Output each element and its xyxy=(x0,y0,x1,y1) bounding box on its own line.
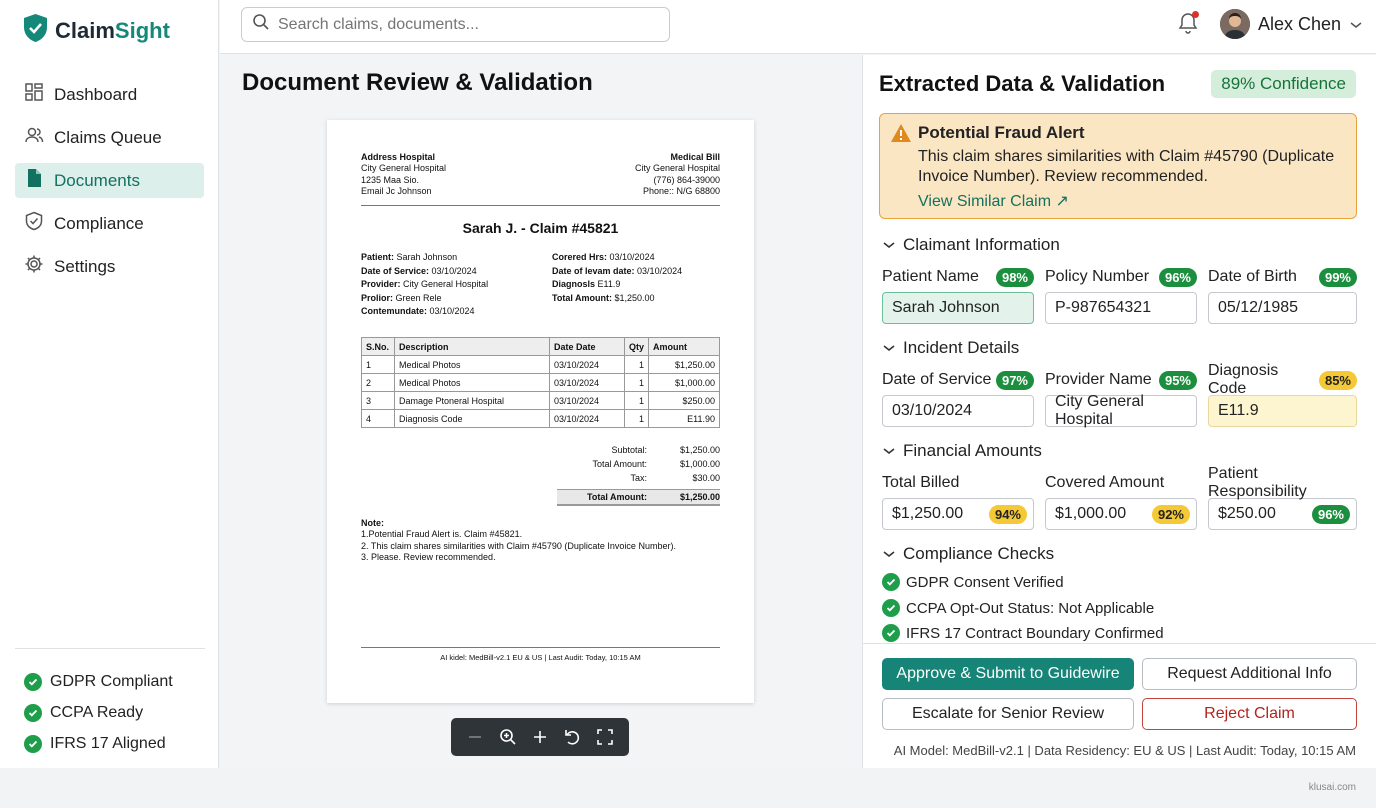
total-value: $30.00 xyxy=(692,473,720,483)
doc-header-line: City General Hospital xyxy=(634,163,720,174)
user-menu[interactable] xyxy=(1220,9,1363,39)
total-label: Total Amount: xyxy=(587,492,647,502)
chevron-down-icon xyxy=(883,544,895,564)
doc-field-value: 03/10/2024 xyxy=(637,265,683,276)
subtotal-row xyxy=(557,443,720,457)
check-circle-icon xyxy=(882,573,900,591)
logo[interactable] xyxy=(22,13,170,48)
table-cell: $1,000.00 xyxy=(649,374,720,392)
sidebar-item-label: Settings xyxy=(54,256,116,276)
table-row xyxy=(362,392,720,410)
covered-amount-input[interactable] xyxy=(1045,498,1197,530)
table-cell: 3 xyxy=(362,392,395,410)
date-of-service-field xyxy=(882,369,1034,427)
sidebar-item-settings[interactable] xyxy=(15,249,204,284)
table-cell: 1 xyxy=(624,410,648,428)
table-cell: Medical Photos xyxy=(395,374,550,392)
doc-field-key: Provider: xyxy=(361,279,401,289)
doc-field xyxy=(361,265,488,279)
compliance-check-label: GDPR Consent Verified xyxy=(906,573,1064,591)
compliance-check-item xyxy=(882,599,1154,617)
shield-logo-icon xyxy=(22,13,49,48)
doc-header-line: Phone:: N/G 68800 xyxy=(642,185,720,196)
covered-amount-field xyxy=(1045,472,1197,530)
doc-field-key: Diagnosls xyxy=(552,279,596,289)
column-header: Description xyxy=(395,338,550,356)
doc-field-value: Sarah Johnson xyxy=(396,252,458,262)
table-cell: E11.90 xyxy=(649,410,720,428)
zoom-out-icon[interactable] xyxy=(464,726,486,748)
field-label: Date of Birth xyxy=(1208,268,1297,285)
logo-suffix: Sight xyxy=(114,17,170,43)
bottom-bar xyxy=(0,768,1376,808)
sidebar-item-compliance[interactable] xyxy=(15,206,204,241)
column-header: Date Date xyxy=(549,338,624,356)
document-viewer xyxy=(220,55,861,768)
sidebar xyxy=(0,0,219,768)
table-cell: 03/10/2024 xyxy=(549,374,624,392)
section-title: Incident Details xyxy=(903,338,1020,357)
table-cell: Medical Photos xyxy=(395,356,550,374)
table-cell: Diagnosis Code xyxy=(395,410,550,428)
doc-field-value: $1,250.00 xyxy=(614,292,655,303)
field-label: Covered Amount xyxy=(1045,474,1165,491)
doc-field-value: 03/10/2024 xyxy=(429,306,475,316)
patient-name-input[interactable]: Sarah Johnson xyxy=(882,292,1034,324)
doc-left-fields xyxy=(361,251,488,319)
users-icon xyxy=(24,125,44,150)
sidebar-item-dashboard[interactable] xyxy=(15,77,204,112)
alert-title: Potential Fraud Alert xyxy=(918,123,1085,142)
total-value: $1,250.00 xyxy=(679,445,720,455)
field-label: Diagnosis Code xyxy=(1208,362,1279,397)
patient-name-field xyxy=(882,266,1034,324)
doc-title: Sarah J. - Claim #45821 xyxy=(462,220,619,236)
gear-icon xyxy=(24,254,44,279)
warning-icon xyxy=(890,123,912,148)
compliance-check-item xyxy=(882,624,1164,642)
provider-name-field xyxy=(1045,369,1197,427)
confidence-badge: 95% xyxy=(1159,371,1197,390)
doc-header-line: City General Hospital xyxy=(361,163,447,174)
table-row xyxy=(362,356,720,374)
doc-header-line: Address Hospital xyxy=(361,152,436,162)
line-items-table xyxy=(361,337,720,428)
table-cell: 03/10/2024 xyxy=(549,392,624,410)
table-cell: 03/10/2024 xyxy=(549,356,624,374)
section-incident[interactable] xyxy=(883,338,1019,358)
doc-field-value: E11.9 xyxy=(597,279,621,289)
doc-header-line: 1235 Maa Sio. xyxy=(361,174,420,185)
diagnosis-code-field xyxy=(1208,362,1357,427)
validation-panel xyxy=(862,55,1376,768)
fullscreen-icon[interactable] xyxy=(594,726,616,748)
check-circle-icon xyxy=(24,704,42,722)
patient-responsibility-field xyxy=(1208,465,1357,530)
doc-right-fields xyxy=(552,251,682,305)
total-label: Tax: xyxy=(630,473,647,483)
top-bar xyxy=(220,0,1376,54)
doc-field-key: Date of levam date: xyxy=(552,265,635,276)
sidebar-item-label: Compliance xyxy=(54,213,144,233)
sidebar-item-documents[interactable] xyxy=(15,163,204,198)
field-label: Patient Responsibility xyxy=(1208,465,1307,500)
doc-field xyxy=(552,251,682,265)
note-line: 3. Please. Review recommended. xyxy=(361,551,496,562)
total-label: Subtotal: xyxy=(611,445,647,455)
table-cell: 1 xyxy=(624,392,648,410)
avatar xyxy=(1220,9,1250,39)
table-cell: 03/10/2024 xyxy=(549,410,624,428)
doc-notes xyxy=(361,518,676,563)
sidebar-item-label: Dashboard xyxy=(54,84,138,104)
doc-field-key: Contemundate: xyxy=(361,306,427,316)
confidence-badge: 94% xyxy=(989,505,1027,524)
confidence-badge: 96% xyxy=(1312,505,1350,524)
doc-field-value: City General Hospital xyxy=(403,279,489,289)
chevron-down-icon xyxy=(883,338,895,358)
date-of-service-input[interactable]: 03/10/2024 xyxy=(882,395,1034,427)
field-label: Patient Name xyxy=(882,268,979,285)
provider-name-input[interactable]: City General Hospital xyxy=(1045,395,1197,427)
divider xyxy=(863,643,1376,644)
search-icon xyxy=(252,13,270,36)
doc-field xyxy=(552,292,682,306)
compliance-check-label: CCPA Opt-Out Status: Not Applicable xyxy=(906,599,1155,617)
zoom-toolbar xyxy=(451,718,629,756)
section-title: Claimant Information xyxy=(903,235,1060,254)
policy-number-input[interactable]: P-987654321 xyxy=(1045,292,1197,324)
doc-divider xyxy=(361,205,720,206)
section-title: Financial Amounts xyxy=(903,441,1042,460)
table-cell: Damage Ptoneral Hospital xyxy=(395,392,550,410)
doc-field-value: 03/10/2024 xyxy=(431,265,477,276)
chevron-down-icon xyxy=(883,235,895,255)
watermark: klusai.com xyxy=(1308,782,1356,793)
doc-field xyxy=(552,278,682,292)
confidence-badge: 99% xyxy=(1319,268,1357,287)
note-label: Note: xyxy=(361,518,384,528)
doc-field-key: Patient: xyxy=(361,252,395,262)
doc-header-line: Medical Bill xyxy=(670,152,720,162)
doc-field-key: Total Amount: xyxy=(552,292,612,303)
fraud-alert xyxy=(879,113,1357,219)
total-value: $1,250.00 xyxy=(679,492,720,502)
field-value: $1,250.00 xyxy=(892,505,964,522)
compliance-status-list xyxy=(24,666,173,759)
view-similar-claim-link[interactable]: View Similar Claim ↗ xyxy=(918,193,1069,210)
confidence-badge: 98% xyxy=(996,268,1034,287)
compliance-check-item xyxy=(882,573,1064,591)
total-billed-field xyxy=(882,472,1034,530)
panel-footer: AI Model: MedBill-v2.1 | Data Residency: EU & US | Last Audit: Today, 10:15 AM xyxy=(893,743,1356,758)
table-row xyxy=(362,374,720,392)
table-row xyxy=(362,410,720,428)
doc-field-key: Prolior: xyxy=(361,292,394,303)
section-compliance[interactable] xyxy=(883,544,1054,564)
compliance-status-item xyxy=(24,697,173,728)
doc-field xyxy=(361,305,488,319)
tax-row xyxy=(557,471,720,485)
totals-block xyxy=(557,443,720,506)
escalate-button[interactable]: Escalate for Senior Review xyxy=(882,698,1134,730)
section-claimant[interactable] xyxy=(883,235,1060,255)
panel-title: Extracted Data & Validation xyxy=(879,71,1166,96)
document-icon xyxy=(24,168,44,193)
approve-submit-button[interactable]: Approve & Submit to Guidewire xyxy=(882,658,1134,690)
reject-claim-button[interactable]: Reject Claim xyxy=(1142,698,1357,730)
diagnosis-code-input[interactable]: E11.9 xyxy=(1208,395,1357,427)
compliance-status-label: GDPR Compliant xyxy=(50,672,173,690)
field-label: Provider Name xyxy=(1045,371,1152,388)
field-label: Policy Number xyxy=(1045,268,1150,285)
table-cell: $250.00 xyxy=(649,392,720,410)
table-cell: $1,250.00 xyxy=(649,356,720,374)
sidebar-item-label: Documents xyxy=(54,170,140,190)
doc-field xyxy=(361,251,488,265)
field-label: Date of Service xyxy=(882,371,992,388)
note-line: 1.Potential Fraud Alert is. Claim #45821. xyxy=(361,529,523,540)
logo-prefix: Claim xyxy=(55,17,115,43)
table-cell: 1 xyxy=(624,356,648,374)
doc-header-line: (776) 864-39000 xyxy=(653,174,720,185)
doc-field xyxy=(361,292,488,306)
doc-field-value: Green Rele xyxy=(395,292,442,303)
chevron-down-icon xyxy=(883,441,895,461)
total-row xyxy=(557,457,720,471)
column-header: Qty xyxy=(624,338,648,356)
confidence-badge: 85% xyxy=(1319,371,1357,390)
date-of-birth-input[interactable]: 05/12/1985 xyxy=(1208,292,1357,324)
compliance-status-label: CCPA Ready xyxy=(50,703,144,721)
alert-body: This claim shares similarities with Claim #45790 (Duplicate Invoice Number). Review recommended. xyxy=(918,148,1335,185)
zoom-icon[interactable] xyxy=(497,726,519,748)
doc-field xyxy=(552,265,682,279)
check-circle-icon xyxy=(882,599,900,617)
user-name: Alex Chen xyxy=(1258,13,1342,34)
sidebar-item-claims-queue[interactable] xyxy=(15,120,204,155)
table-header-row xyxy=(362,338,720,356)
compliance-check-label: IFRS 17 Contract Boundary Confirmed xyxy=(906,624,1164,642)
doc-left-header xyxy=(361,152,446,197)
compliance-status-item xyxy=(24,666,173,697)
confidence-badge: 89% Confidence xyxy=(1211,70,1356,98)
request-info-button[interactable]: Request Additional Info xyxy=(1142,658,1357,690)
confidence-badge: 92% xyxy=(1152,505,1190,524)
table-cell: 4 xyxy=(362,410,395,428)
note-line: 2. This claim shares similarities with Claim #45790 (Duplicate Invoice Number). xyxy=(361,540,676,551)
table-cell: 2 xyxy=(362,374,395,392)
check-circle-icon xyxy=(24,673,42,691)
compliance-status-item xyxy=(24,728,173,759)
document-preview[interactable] xyxy=(327,120,754,703)
column-header: Amount xyxy=(649,338,720,356)
sidebar-item-label: Claims Queue xyxy=(54,127,162,147)
chevron-down-icon xyxy=(1349,14,1363,35)
notification-dot xyxy=(1192,11,1199,18)
grid-icon xyxy=(24,82,44,107)
zoom-in-icon[interactable] xyxy=(529,726,551,748)
check-circle-icon xyxy=(24,735,42,753)
policy-number-field xyxy=(1045,266,1197,324)
search-box[interactable] xyxy=(241,7,670,42)
confidence-badge: 97% xyxy=(996,371,1034,390)
divider xyxy=(15,648,205,649)
doc-footer: AI kidel: MedBill-v2.1 EU & US | Last Audit: Today, 10:15 AM xyxy=(361,647,720,662)
table-cell: 1 xyxy=(624,374,648,392)
page-title: Document Review & Validation xyxy=(242,69,593,96)
field-value: $1,000.00 xyxy=(1055,505,1127,522)
total-label: Total Amount: xyxy=(592,459,647,469)
rotate-icon[interactable] xyxy=(561,726,583,748)
doc-field-value: 03/10/2024 xyxy=(609,252,655,262)
compliance-status-label: IFRS 17 Aligned xyxy=(50,734,166,752)
doc-field-key: Date of Service: xyxy=(361,265,430,276)
section-financial[interactable] xyxy=(883,441,1042,461)
confidence-badge: 96% xyxy=(1159,268,1197,287)
table-cell: 1 xyxy=(362,356,395,374)
field-value: $250.00 xyxy=(1218,505,1276,522)
doc-field-key: Corered Hrs: xyxy=(552,252,608,262)
shield-check-icon xyxy=(24,211,44,236)
doc-right-header xyxy=(635,152,720,197)
column-header: S.No. xyxy=(362,338,395,356)
check-circle-icon xyxy=(882,624,900,642)
field-label: Total Billed xyxy=(882,474,960,491)
final-total-row xyxy=(557,489,720,506)
search-input[interactable] xyxy=(278,16,658,34)
doc-header-line: Email Jc Johnson xyxy=(361,185,432,196)
patient-responsibility-input[interactable] xyxy=(1208,498,1357,530)
total-billed-input[interactable] xyxy=(882,498,1034,530)
section-title: Compliance Checks xyxy=(903,544,1055,563)
date-of-birth-field xyxy=(1208,266,1357,324)
doc-field xyxy=(361,278,488,292)
total-value: $1,000.00 xyxy=(679,459,720,469)
sidebar-nav xyxy=(15,77,204,292)
